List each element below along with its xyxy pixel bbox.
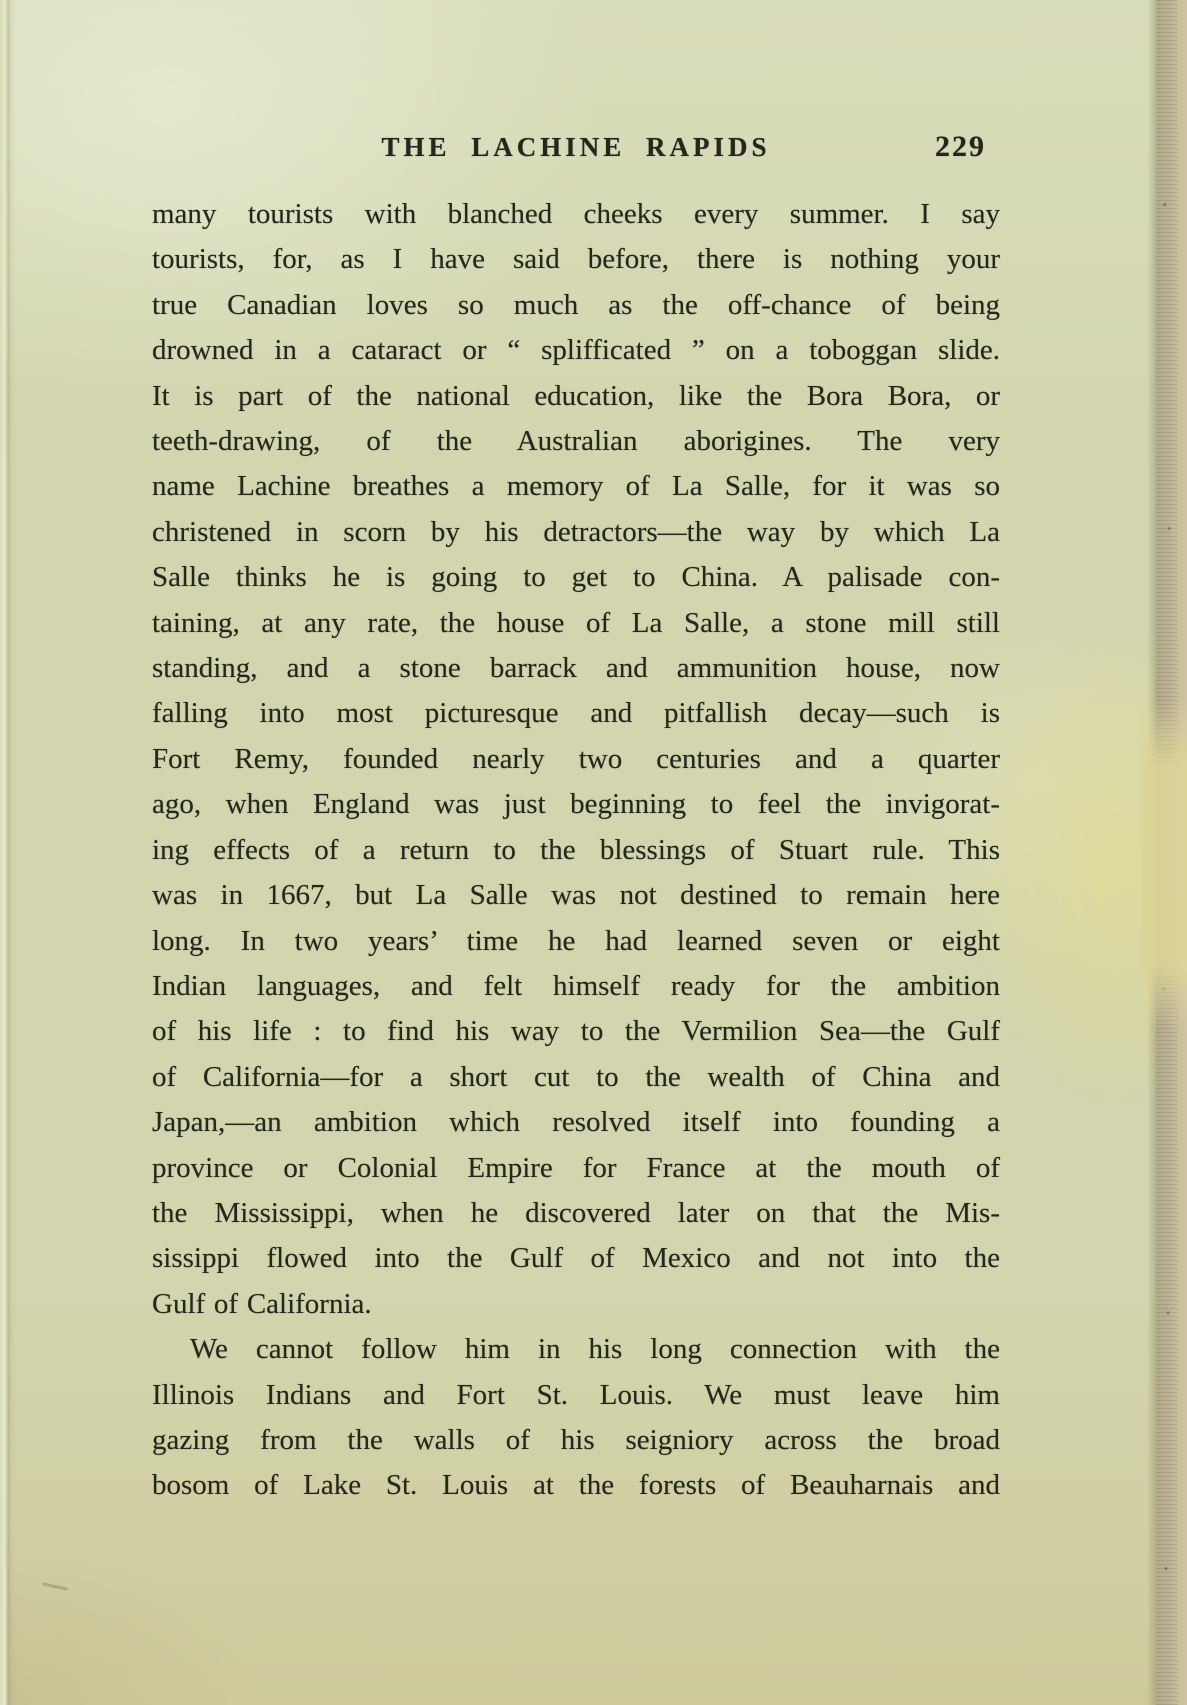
page-edge-glare xyxy=(1141,700,1187,1030)
text-line: Illinois Indians and Fort St. Louis. We must leave him xyxy=(152,1378,1000,1411)
text-line: drowned in a cataract or “ splifficated ” on a toboggan slide. xyxy=(152,334,1000,367)
text-line: many tourists with blanched cheeks every summer. I say xyxy=(152,198,1000,230)
text-line: Indian languages, and felt himself ready for the ambition xyxy=(152,969,1000,1002)
text-line: taining, at any rate, the house of La Salle, a stone mill still xyxy=(152,606,1000,639)
text-line: true Canadian loves so much as the off-chance of being xyxy=(152,288,1000,321)
text-line: falling into most picturesque and pitfallish decay—such is xyxy=(152,697,1000,730)
running-head xyxy=(152,132,1000,172)
text-line: province or Colonial Empire for France at the mouth of xyxy=(152,1151,1000,1184)
text-line: of California—for a short cut to the wealth of China and xyxy=(152,1060,1000,1093)
text-line: We cannot follow him in his long connection with the xyxy=(190,1333,1000,1366)
text-line: was in 1667, but La Salle was not destined to remain here xyxy=(152,879,1000,912)
text-line: Salle thinks he is going to get to China. A palisade con- xyxy=(152,561,1000,594)
text-line: christened in scorn by his detractors—the way by which La xyxy=(152,515,1000,548)
text-line: Fort Remy, founded nearly two centuries and a quarter xyxy=(152,742,1000,775)
text-line: ago, when England was just beginning to feel the invigorat- xyxy=(152,788,1000,821)
text-line: ing effects of a return to the blessings of Stuart rule. This xyxy=(152,833,1000,866)
page-gutter-crease xyxy=(0,0,16,1705)
text-line: It is part of the national education, like the Bora Bora, or xyxy=(152,379,1000,412)
text-line: Japan,—an ambition which resolved itself into founding a xyxy=(152,1106,1000,1139)
text-line: bosom of Lake St. Louis at the forests of Beauharnais and xyxy=(152,1469,1000,1502)
text-line: name Lachine breathes a memory of La Salle, for it was so xyxy=(152,470,1000,503)
text-line: standing, and a stone barrack and ammunition house, now xyxy=(152,652,1000,685)
text-line: of his life : to find his way to the Vermilion Sea—the Gulf xyxy=(152,1015,1000,1048)
text-line: Gulf of California. xyxy=(152,1287,372,1320)
body-text xyxy=(152,192,1000,1509)
text-line: gazing from the walls of his seigniory across the broad xyxy=(152,1423,1000,1456)
page-number: 229 xyxy=(935,130,986,163)
text-line: tourists, for, as I have said before, there is nothing your xyxy=(152,243,1000,276)
paper-scratch-mark xyxy=(42,1582,68,1590)
text-line: sissippi flowed into the Gulf of Mexico and not into the xyxy=(152,1242,1000,1275)
text-line: the Mississippi, when he discovered later on that the Mis- xyxy=(152,1196,1000,1229)
text-line: long. In two years’ time he had learned seven or eight xyxy=(152,924,1000,957)
page-header-title: THE LACHINE RAPIDS xyxy=(381,132,771,162)
text-line: teeth-drawing, of the Australian aborigines. The very xyxy=(152,425,1000,458)
